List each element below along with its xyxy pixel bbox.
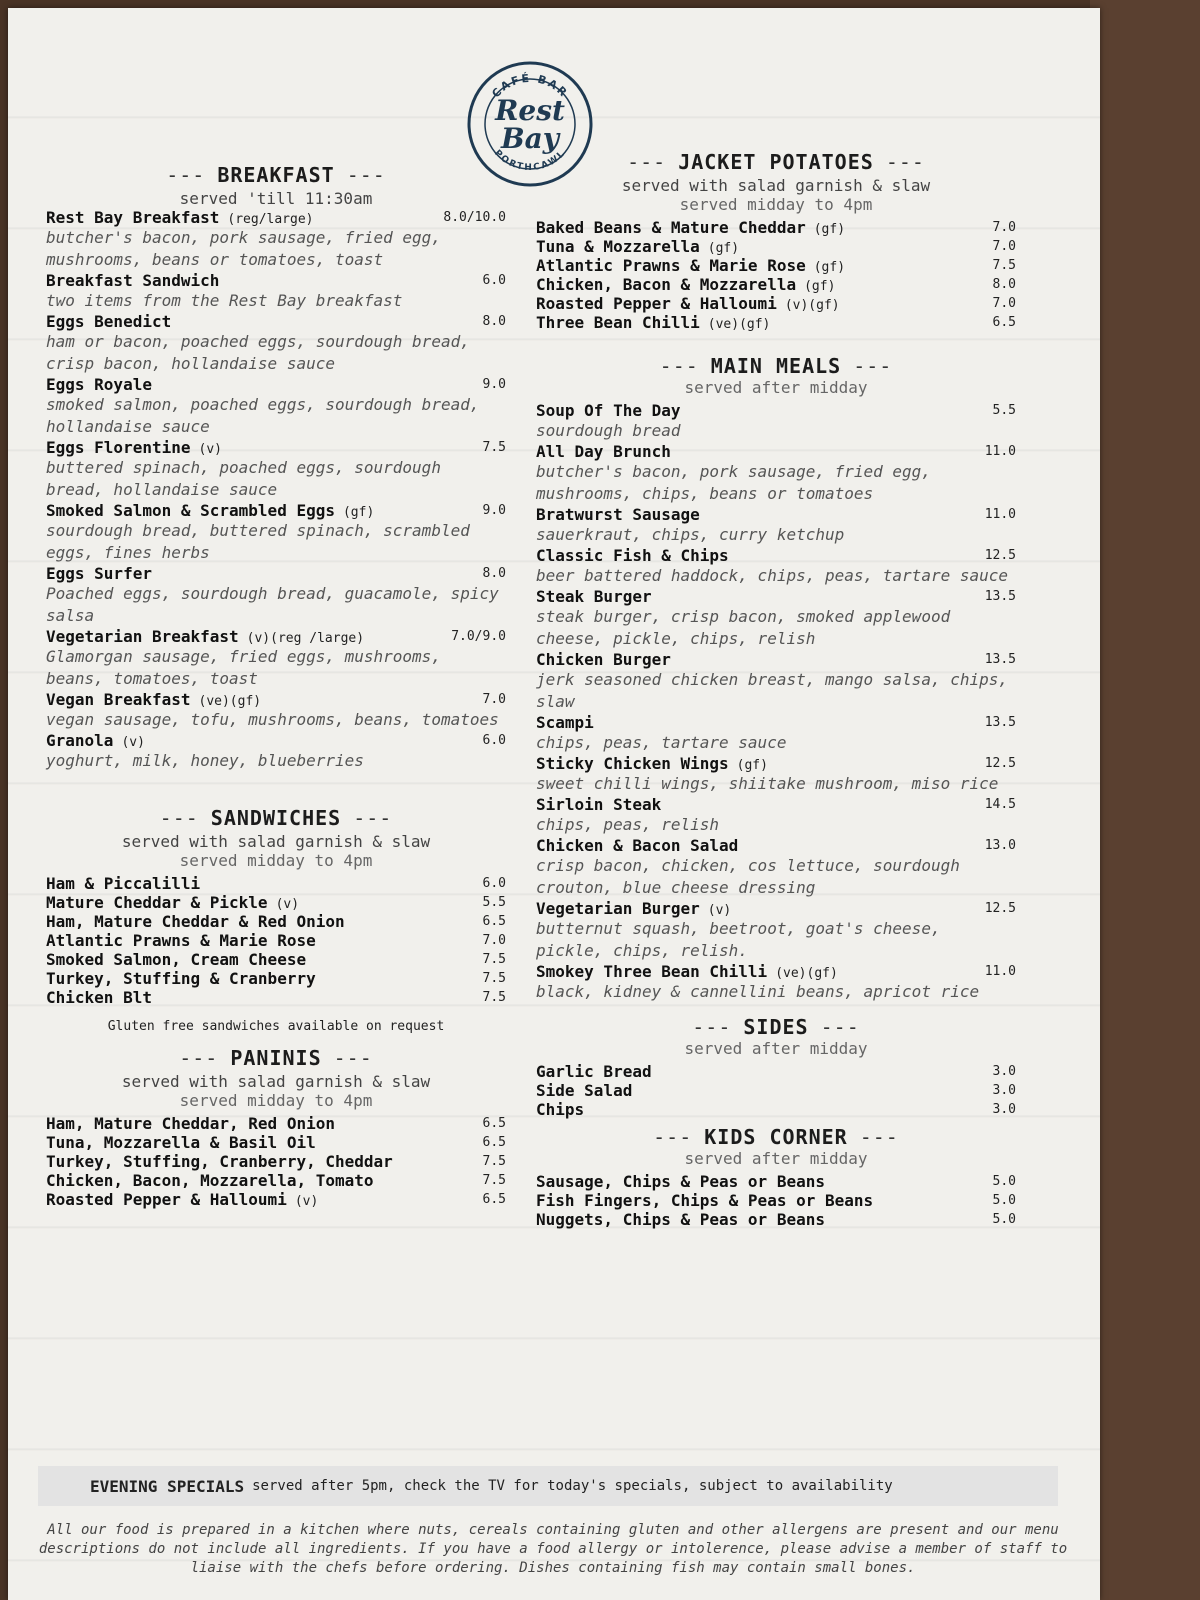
menu-item-name: Ham, Mature Cheddar, Red Onion — [46, 1114, 335, 1133]
menu-item-name: Breakfast Sandwich — [46, 271, 220, 290]
menu-item-name: Eggs Surfer — [46, 564, 152, 583]
menu-item-header — [536, 1081, 1016, 1100]
menu-item — [46, 271, 506, 312]
right-column — [536, 150, 1016, 1229]
menu-item-price: 13.0 — [984, 838, 1016, 853]
menu-item-header — [536, 1210, 1016, 1229]
menu-item — [46, 1133, 506, 1152]
menu-item — [536, 962, 1016, 1003]
menu-item-price: 3.0 — [992, 1102, 1016, 1117]
menu-item-price: 7.5 — [482, 440, 506, 455]
menu-item-header — [46, 874, 506, 893]
menu-item-header — [46, 969, 506, 988]
menu-sheet — [8, 8, 1100, 1600]
menu-item-header — [46, 208, 506, 227]
breakfast-list — [46, 208, 506, 772]
menu-item-header — [536, 587, 1016, 606]
menu-item-tag: (gf) — [813, 222, 846, 237]
menu-item-name: Scampi — [536, 713, 594, 732]
menu-item-price: 13.5 — [984, 652, 1016, 667]
evening-specials-text: served after 5pm, check the TV for today's specials, subject to availability — [252, 1478, 893, 1494]
menu-item-description: ham or bacon, poached eggs, sourdough bread, crisp bacon, hollandaise sauce — [46, 332, 470, 373]
menu-item-name: Chicken Blt — [46, 988, 152, 1007]
menu-item-price: 8.0 — [992, 277, 1016, 292]
menu-item — [46, 969, 506, 988]
menu-item-price: 7.5 — [482, 990, 506, 1005]
menu-item-description: butcher's bacon, pork sausage, fried egg, mushrooms, chips, beans or tomatoes — [536, 462, 931, 503]
section-title: --- JACKET POTATOES --- — [627, 150, 925, 174]
menu-item — [536, 1210, 1016, 1229]
menu-item-header — [536, 401, 1016, 420]
menu-item-name: Bratwurst Sausage — [536, 505, 700, 524]
menu-item-header — [46, 312, 506, 331]
menu-item-price: 5.0 — [992, 1174, 1016, 1189]
menu-item — [536, 1062, 1016, 1081]
menu-item-name: Soup Of The Day — [536, 401, 681, 420]
menu-item-header — [536, 962, 1016, 981]
menu-item-header — [536, 218, 1016, 237]
section-title: --- KIDS CORNER --- — [653, 1125, 899, 1149]
menu-item-name: Side Salad — [536, 1081, 633, 1100]
menu-item — [536, 313, 1016, 332]
menu-item-header — [46, 1133, 506, 1152]
menu-item-header — [46, 627, 506, 646]
menu-item — [536, 587, 1016, 650]
menu-item-header — [46, 1152, 506, 1171]
menu-item-price: 13.5 — [984, 589, 1016, 604]
paninis-section — [46, 1046, 506, 1209]
menu-item-header — [46, 988, 506, 1007]
menu-item — [536, 899, 1016, 962]
menu-item-header — [46, 931, 506, 950]
menu-item-header — [46, 690, 506, 709]
menu-item-header — [536, 899, 1016, 918]
menu-item-price: 5.5 — [482, 895, 506, 910]
menu-item — [46, 1190, 506, 1209]
menu-item-header — [46, 950, 506, 969]
menu-item — [46, 731, 506, 772]
menu-item — [46, 501, 506, 564]
menu-item-description: sourdough bread — [536, 421, 681, 440]
menu-item-name: Roasted Pepper & Halloumi — [46, 1190, 287, 1209]
menu-item-price: 7.0 — [482, 692, 506, 707]
menu-item — [536, 294, 1016, 313]
menu-item-name: Smoked Salmon, Cream Cheese — [46, 950, 307, 969]
menu-item-tag: (v) — [707, 903, 732, 918]
menu-item-description: smoked salmon, poached eggs, sourdough bread, hollandaise sauce — [46, 395, 480, 436]
menu-item-description: Poached eggs, sourdough bread, guacamole, spicy salsa — [46, 584, 499, 625]
menu-item-name: Ham, Mature Cheddar & Red Onion — [46, 912, 345, 931]
logo-top-text: CAFÉ BAR — [489, 71, 571, 101]
menu-item-header — [46, 1114, 506, 1133]
menu-item-header — [536, 1062, 1016, 1081]
sandwiches-list — [46, 874, 506, 1007]
menu-item-name: Classic Fish & Chips — [536, 546, 729, 565]
menu-item — [536, 275, 1016, 294]
menu-item-name: Vegetarian Burger — [536, 899, 700, 918]
sandwiches-section — [46, 806, 506, 1034]
menu-item — [536, 1081, 1016, 1100]
menu-item-name: Sirloin Steak — [536, 795, 662, 814]
menu-item-header — [46, 731, 506, 750]
menu-item — [536, 505, 1016, 546]
menu-item-header — [536, 275, 1016, 294]
menu-item-price: 7.0 — [992, 296, 1016, 311]
jacket-sub2: served midday to 4pm — [679, 195, 873, 214]
menu-item-price: 6.0 — [482, 876, 506, 891]
menu-item-header — [536, 650, 1016, 669]
menu-item-tag: (gf) — [342, 505, 375, 520]
sandwiches-sub: served with salad garnish & slaw — [121, 832, 431, 851]
menu-item-header — [536, 713, 1016, 732]
menu-item-price: 3.0 — [992, 1083, 1016, 1098]
menu-item-price: 11.0 — [984, 507, 1016, 522]
menu-item-description: vegan sausage, tofu, mushrooms, beans, tomatoes — [46, 710, 499, 729]
menu-item-header — [46, 501, 506, 520]
menu-item-name: Eggs Florentine — [46, 438, 191, 457]
menu-item-tag: (v) — [275, 897, 300, 912]
menu-item-price: 6.0 — [482, 273, 506, 288]
paninis-list — [46, 1114, 506, 1209]
menu-item — [536, 237, 1016, 256]
menu-item — [536, 442, 1016, 505]
menu-item-price: 7.5 — [992, 258, 1016, 273]
jacket-sub: served with salad garnish & slaw — [621, 176, 931, 195]
sandwiches-title: SANDWICHES — [210, 806, 342, 830]
menu-item-price: 7.0/9.0 — [451, 629, 506, 644]
menu-item — [536, 754, 1016, 795]
section-title: --- PANINIS --- — [179, 1046, 373, 1070]
menu-item-price: 5.0 — [992, 1212, 1016, 1227]
menu-item — [536, 1100, 1016, 1119]
menu-item-tag: (gf) — [804, 279, 836, 294]
kids-section — [536, 1125, 1016, 1229]
logo-line1: Rest — [495, 94, 565, 127]
menu-item-tag: (gf) — [736, 758, 768, 773]
menu-item-tag: (v)(reg /large) — [246, 631, 365, 646]
menu-item-name: Nuggets, Chips & Peas or Beans — [536, 1210, 825, 1229]
menu-item-name: Eggs Benedict — [46, 312, 172, 331]
sides-sub: served after midday — [684, 1039, 868, 1058]
menu-item-price: 3.0 — [992, 1064, 1016, 1079]
menu-item-description: crisp bacon, chicken, cos lettuce, sourdough crouton, blue cheese dressing — [536, 856, 960, 897]
jacket-title: JACKET POTATOES — [678, 150, 874, 174]
menu-item-price: 7.0 — [482, 933, 506, 948]
menu-item-header — [536, 294, 1016, 313]
kids-sub: served after midday — [684, 1149, 868, 1168]
menu-item-name: Eggs Royale — [46, 375, 152, 394]
kids-title: KIDS CORNER — [704, 1125, 848, 1149]
menu-item-description: buttered spinach, poached eggs, sourdough bread, hollandaise sauce — [46, 458, 441, 499]
menu-item-tag: (ve)(gf) — [707, 317, 771, 332]
menu-item-name: Steak Burger — [536, 587, 652, 606]
menu-item-price: 5.5 — [992, 403, 1016, 418]
menu-item-name: Atlantic Prawns & Marie Rose — [46, 931, 316, 950]
menu-item-header — [536, 546, 1016, 565]
menu-item-price: 6.5 — [482, 1135, 506, 1150]
menu-item — [536, 256, 1016, 275]
menu-item — [536, 1172, 1016, 1191]
menu-item-header — [46, 375, 506, 394]
menu-item-price: 8.0/10.0 — [443, 210, 506, 225]
kids-list — [536, 1172, 1016, 1229]
menu-item-price: 5.0 — [992, 1193, 1016, 1208]
menu-item-price: 14.5 — [984, 797, 1016, 812]
menu-item-header — [536, 505, 1016, 524]
menu-item-name: Chicken Burger — [536, 650, 671, 669]
section-title: --- BREAKFAST --- — [166, 163, 386, 187]
menu-item-name: Three Bean Chilli — [536, 313, 700, 332]
menu-item-header — [536, 442, 1016, 461]
menu-item-name: Roasted Pepper & Halloumi — [536, 294, 777, 313]
sandwiches-sub2: served midday to 4pm — [179, 851, 373, 870]
menu-item-header — [536, 795, 1016, 814]
menu-item-price: 12.5 — [984, 901, 1016, 916]
mains-sub: served after midday — [684, 378, 868, 397]
menu-item-name: Atlantic Prawns & Marie Rose — [536, 256, 806, 275]
menu-item-header — [536, 1100, 1016, 1119]
menu-item-header — [536, 836, 1016, 855]
menu-item-name: Smoked Salmon & Scrambled Eggs — [46, 501, 335, 520]
menu-item-header — [46, 564, 506, 583]
menu-item — [46, 912, 506, 931]
menu-item-name: Sausage, Chips & Peas or Beans — [536, 1172, 825, 1191]
menu-item — [536, 836, 1016, 899]
menu-item — [46, 564, 506, 627]
menu-item-name: Vegetarian Breakfast — [46, 627, 239, 646]
menu-item — [536, 650, 1016, 713]
logo-line2: Bay — [500, 122, 560, 155]
menu-item-name: Turkey, Stuffing & Cranberry — [46, 969, 316, 988]
menu-item-description: butternut squash, beetroot, goat's cheese, pickle, chips, relish. — [536, 919, 941, 960]
menu-item-name: Granola — [46, 731, 114, 750]
menu-item-description: butcher's bacon, pork sausage, fried egg, mushrooms, beans or tomatoes, toast — [46, 228, 441, 269]
menu-item-price: 9.0 — [482, 503, 506, 518]
menu-item-tag: (ve)(gf) — [198, 694, 262, 709]
jacket-section — [536, 150, 1016, 332]
menu-item — [46, 375, 506, 438]
menu-item-tag: (v)(gf) — [784, 298, 840, 313]
menu-item-header — [536, 1191, 1016, 1210]
paninis-sub: served with salad garnish & slaw — [121, 1072, 431, 1091]
menu-item-price: 8.0 — [482, 314, 506, 329]
menu-item-tag: (v) — [121, 735, 145, 750]
menu-item-description: chips, peas, tartare sauce — [536, 733, 787, 752]
menu-item — [46, 1171, 506, 1190]
menu-item-header — [46, 271, 506, 290]
menu-item-name: Chicken & Bacon Salad — [536, 836, 739, 855]
menu-item-price: 7.5 — [482, 1154, 506, 1169]
menu-item-description: sourdough bread, buttered spinach, scrambled eggs, fines herbs — [46, 521, 470, 562]
sides-title: SIDES — [743, 1015, 809, 1039]
menu-item-name: Ham & Piccalilli — [46, 874, 201, 893]
menu-item — [46, 627, 506, 690]
menu-item-name: Turkey, Stuffing, Cranberry, Cheddar — [46, 1152, 393, 1171]
section-title: --- MAIN MEALS --- — [659, 354, 893, 378]
sides-list — [536, 1062, 1016, 1119]
menu-item — [536, 401, 1016, 442]
mains-list — [536, 401, 1016, 1003]
menu-item-price: 7.0 — [992, 220, 1016, 235]
menu-item-description: jerk seasoned chicken breast, mango salsa, chips, slaw — [536, 670, 1009, 711]
menu-item-price: 7.5 — [482, 1173, 506, 1188]
menu-item-name: Chicken, Bacon, Mozzarella, Tomato — [46, 1171, 374, 1190]
menu-item-description: steak burger, crisp bacon, smoked applewood cheese, pickle, chips, relish — [536, 607, 951, 648]
menu-item-price: 7.5 — [482, 952, 506, 967]
mains-section — [536, 354, 1016, 1003]
menu-item-description: beer battered haddock, chips, peas, tartare sauce — [536, 566, 1009, 585]
menu-item-name: Rest Bay Breakfast — [46, 208, 220, 227]
menu-item — [46, 208, 506, 271]
breakfast-section — [46, 163, 506, 772]
menu-item-name: Vegan Breakfast — [46, 690, 191, 709]
menu-item — [536, 795, 1016, 836]
menu-item-header — [46, 893, 506, 912]
jacket-list — [536, 218, 1016, 332]
menu-item-price: 12.5 — [984, 756, 1016, 771]
menu-item-name: Chicken, Bacon & Mozzarella — [536, 275, 797, 294]
menu-item-name: Fish Fingers, Chips & Peas or Beans — [536, 1191, 874, 1210]
menu-item-name: Sticky Chicken Wings — [536, 754, 729, 773]
menu-item-tag: (ve)(gf) — [775, 966, 838, 981]
allergy-notice: All our food is prepared in a kitchen where nuts, cereals containing gluten and other allergens are present and our menu descriptions do not include all ingredients. If you have a food allergy or intolerence, please advise a member of staff to liaise with the chefs before ordering. Dishes containing fish may contain small bones. — [38, 1522, 1068, 1576]
menu-item-tag: (gf) — [707, 241, 740, 256]
menu-item — [46, 874, 506, 893]
menu-item-description: sauerkraut, chips, curry ketchup — [536, 525, 845, 544]
table-plank — [1090, 0, 1200, 1600]
menu-item-description: sweet chilli wings, shiitake mushroom, miso rice — [536, 774, 999, 793]
menu-item-tag: (reg/large) — [227, 212, 314, 227]
logo-bottom-text: PORTHCAWL — [492, 148, 568, 174]
menu-item-tag: (gf) — [813, 260, 846, 275]
menu-item — [536, 218, 1016, 237]
menu-item-price: 11.0 — [984, 444, 1016, 459]
menu-item-price: 6.5 — [482, 1192, 506, 1207]
menu-item-price: 9.0 — [482, 377, 506, 392]
breakfast-title: BREAKFAST — [217, 163, 335, 187]
menu-item-name: Garlic Bread — [536, 1062, 652, 1081]
menu-item-header — [536, 313, 1016, 332]
menu-item-description: yoghurt, milk, honey, blueberries — [46, 751, 364, 770]
menu-item-price: 13.5 — [984, 715, 1016, 730]
menu-item — [46, 690, 506, 731]
menu-item — [46, 1114, 506, 1133]
left-column — [46, 163, 506, 1209]
paninis-title: PANINIS — [230, 1046, 322, 1070]
menu-item-header — [46, 438, 506, 457]
menu-item — [46, 438, 506, 501]
menu-item-header — [46, 1190, 506, 1209]
menu-item-name: All Day Brunch — [536, 442, 671, 461]
gluten-free-note: Gluten free sandwiches available on request — [107, 1019, 445, 1034]
menu-item — [46, 312, 506, 375]
menu-item-header — [536, 256, 1016, 275]
menu-item-price: 6.0 — [482, 733, 506, 748]
menu-item-name: Chips — [536, 1100, 585, 1119]
menu-item — [536, 713, 1016, 754]
menu-item-price: 8.0 — [482, 566, 506, 581]
menu-item-description: Glamorgan sausage, fried eggs, mushrooms, beans, tomatoes, toast — [46, 647, 441, 688]
menu-item-description: chips, peas, relish — [536, 815, 720, 834]
menu-item-name: Baked Beans & Mature Cheddar — [536, 218, 806, 237]
menu-item — [536, 1191, 1016, 1210]
menu-item — [46, 893, 506, 912]
breakfast-sub: served 'till 11:30am — [179, 189, 373, 208]
menu-item — [46, 988, 506, 1007]
menu-item — [46, 950, 506, 969]
section-title: --- SANDWICHES --- — [159, 806, 393, 830]
menu-item-price: 7.0 — [992, 239, 1016, 254]
menu-item-price: 7.5 — [482, 971, 506, 986]
menu-item-name: Smokey Three Bean Chilli — [536, 962, 768, 981]
menu-item-name: Mature Cheddar & Pickle — [46, 893, 268, 912]
menu-item-price: 6.5 — [482, 1116, 506, 1131]
menu-item-header — [536, 754, 1016, 773]
sides-section — [536, 1015, 1016, 1119]
menu-item-description: black, kidney & cannellini beans, apricot rice — [536, 982, 980, 1001]
menu-item — [46, 931, 506, 950]
menu-item — [46, 1152, 506, 1171]
menu-item-tag: (v) — [294, 1194, 319, 1209]
paninis-sub2: served midday to 4pm — [179, 1091, 373, 1110]
evening-specials-banner — [38, 1466, 1058, 1506]
mains-title: MAIN MEALS — [710, 354, 842, 378]
menu-item-name: Tuna, Mozzarella & Basil Oil — [46, 1133, 316, 1152]
menu-item — [536, 546, 1016, 587]
evening-specials-label: EVENING SPECIALS — [90, 1476, 245, 1496]
menu-item-price: 6.5 — [992, 315, 1016, 330]
section-title: --- SIDES --- — [692, 1015, 860, 1039]
menu-item-price: 6.5 — [482, 914, 506, 929]
menu-item-price: 12.5 — [984, 548, 1016, 563]
menu-item-tag: (v) — [198, 442, 222, 457]
menu-item-header — [46, 912, 506, 931]
menu-item-header — [46, 1171, 506, 1190]
menu-item-price: 11.0 — [984, 964, 1016, 979]
menu-item-name: Tuna & Mozzarella — [536, 237, 700, 256]
menu-item-header — [536, 1172, 1016, 1191]
menu-item-description: two items from the Rest Bay breakfast — [46, 291, 403, 310]
menu-item-header — [536, 237, 1016, 256]
